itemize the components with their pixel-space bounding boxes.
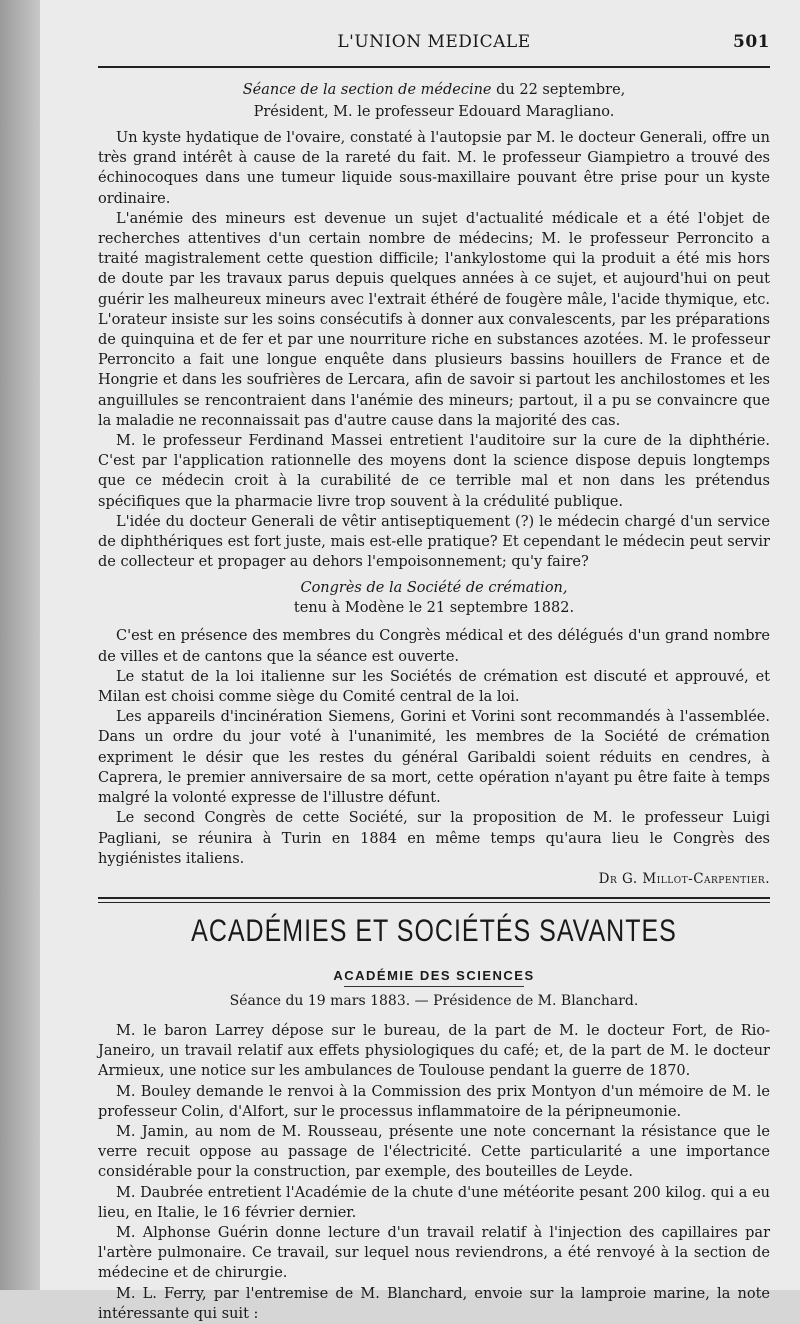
subsection-rule <box>344 986 524 987</box>
page-number: 501 <box>733 32 770 52</box>
signature: Dr G. Millot-Carpentier. <box>598 870 770 887</box>
academies-body <box>98 1021 770 1324</box>
running-header <box>98 28 770 58</box>
section-heading <box>98 80 770 100</box>
president-line: Président, M. le professeur Edouard Maragliano. <box>253 104 615 120</box>
paragraph: M. L. Ferry, par l'entremise de M. Blanchard, envoie sur la lamproie marine, la note intéressante qui suit : <box>98 1285 770 1322</box>
paragraph: L'idée du docteur Generali de vêtir antiseptiquement (?) le médecin chargé d'un service de diphthériques est fort juste, mais est-elle pratique? Et cependant le médecin peut servir de collecteur et propager au dehors l'empoisonnement; qu'y faire? <box>98 513 770 571</box>
section2-body <box>98 626 770 868</box>
section-divider <box>98 897 770 903</box>
academies-title: ACADÉMIES ET SOCIÉTÉS SAVANTES <box>191 913 677 949</box>
section-heading-italic: Séance de la section de médecine <box>242 82 492 98</box>
paragraph: M. Daubrée entretient l'Académie de la chute d'une météorite pesant 200 kilog. qui a eu lieu, en Italie, le 16 février dernier. <box>98 1184 770 1221</box>
paragraph: M. le professeur Ferdinand Massei entretient l'auditoire sur la cure de la diphthérie. C'est par l'application rationnelle des moyens dont la science dispose depuis longtemps que ce médecin croit à la curabilité de ce terrible mal et non dans les prétendus spécifiques que la pharmacie livre trop souvent à la crédulité publique. <box>98 433 770 510</box>
paragraph: M. Alphonse Guérin donne lecture d'un travail relatif à l'injection des capillaires par l'artère pulmonaire. Ce travail, sur lequel nous reviendrons, a été renvoyé à la section de médecine et de chirurgie. <box>98 1224 770 1282</box>
paragraph: Les appareils d'incinération Siemens, Gorini et Vorini sont recommandés à l'assemblée. Dans un ordre du jour voté à l'unanimité, les membres de la Société de crémation expriment le désir que les restes du général Garibaldi soient réduits en cendres, à Caprera, le premier anniversaire de sa mort, cette opération n'ayant pu être faite à temps malgré la volonté expresse de l'illustre défunt. <box>98 709 770 807</box>
paragraph: M. Bouley demande le renvoi à la Commission des prix Montyon d'un mémoire de M. le professeur Colin, d'Alfort, sur le processus inflammatoire de la péripneumonie. <box>98 1083 770 1120</box>
page-content <box>98 28 770 1324</box>
journal-title: L'UNION MEDICALE <box>337 32 531 52</box>
paragraph: Le statut de la loi italienne sur les Sociétés de crémation est discuté et approuvé, et Milan est choisi comme siège du Comité central de la loi. <box>98 668 770 706</box>
binding-shadow <box>0 0 40 1290</box>
paragraph: M. le baron Larrey dépose sur le bureau, de la part de M. le docteur Fort, de Rio-Janeiro, un travail relatif aux effets physiologiques du café; et, de la part de M. le docteur Armieux, une notice sur les ambulances de Toulouse pendant la guerre de 1870. <box>98 1022 770 1080</box>
subsection-title: ACADÉMIE DES SCIENCES <box>333 967 535 983</box>
seance-line: Séance du 19 mars 1883. — Présidence de M. Blanchard. <box>229 992 639 1009</box>
header-rule <box>98 66 770 68</box>
section1-body <box>98 128 770 572</box>
paragraph: M. Jamin, au nom de M. Rousseau, présente une note concernant la résistance que le verre recuit oppose au passage de l'électricité. Cette particularité a une importance considérable pour la construction, par exemple, des bouteilles de Leyde. <box>98 1123 770 1181</box>
congres-subheading: tenu à Modène le 21 septembre 1882. <box>293 600 575 617</box>
page <box>40 0 800 1322</box>
congres-heading-italic: Congrès de la Société de crémation, <box>300 580 568 597</box>
paragraph: Un kyste hydatique de l'ovaire, constaté à l'autopsie par M. le docteur Generali, offre un très grand intérêt à cause de la rareté du fait. M. le professeur Giampietro a trouvé des échinocoques dans une tumeur liquide sous-maxillaire pouvant être prise pour un kyste ordinaire. <box>98 130 770 207</box>
section-heading-date: du 22 septembre, <box>496 82 626 98</box>
paragraph: L'anémie des mineurs est devenue un sujet d'actualité médicale et a été l'objet de recherches attentives d'un certain nombre de médecins; M. le professeur Perroncito a traité magistralement cette question difficile; l'ankylostome qui la produit a été mis hors de doute par les travaux parus depuis quelques années à ce sujet, et aujourd'hui on peut guérir les malheureux mineurs avec l'extrait éthéré de fougère mâle, l'acide thymique, etc. L'orateur insiste sur les soins consécutifs à donner aux convalescents, par les préparations de quinquina et de fer et par une nourriture riche en substances azotées. M. le professeur Perroncito a fait une longue enquête dans plusieurs bassins houillers de France et de Hongrie et dans les soufrières de Lercara, afin de savoir si partout les anchilostomes et les anguillules se rencontraient dans l'anémie des mineurs; partout, il a pu se convaincre que la maladie ne reconnaissait pas d'autre cause dans la majorité des cas. <box>98 210 770 429</box>
paragraph: C'est en présence des membres du Congrès médical et des délégués d'un grand nombre de villes et de cantons que la séance est ouverte. <box>98 628 770 665</box>
paragraph: Le second Congrès de cette Société, sur la proposition de M. le professeur Luigi Pagliani, se réunira à Turin en 1884 en même temps qu'aura lieu le Congrès des hygiénistes italiens. <box>98 810 770 867</box>
congres-heading <box>98 580 770 596</box>
